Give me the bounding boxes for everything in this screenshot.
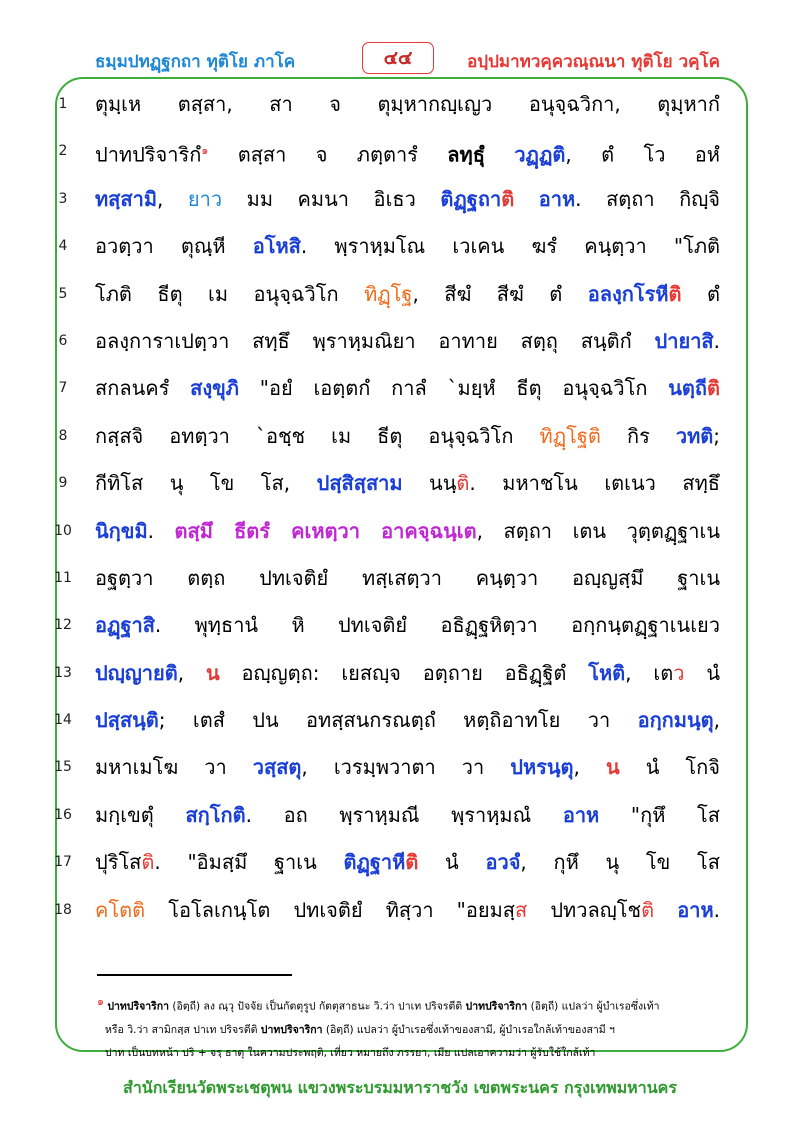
text-segment: ตํ (681, 281, 720, 306)
text-line (0, 224, 800, 271)
text-segment: , (713, 708, 720, 733)
text-line (0, 840, 800, 887)
text-segment: . สตฺถา กิญฺจิ (575, 186, 721, 211)
page-number: ๔๔ (362, 42, 434, 74)
highlighted-word: วทติ (675, 423, 714, 448)
highlighted-word: ปาทปริจาริกา (465, 1000, 528, 1013)
highlighted-word: ทิฏฺโฐ (364, 281, 413, 306)
text-segment: มม คมนา อิเธว (222, 186, 441, 211)
highlighted-word: อาห (538, 186, 576, 211)
highlighted-word: นิกฺขมิ (95, 518, 148, 543)
text-segment: อฐตฺวา ตตฺถ ปทเจติยํ ทสฺเสตฺวา คนฺตฺวา อญฺญสฺมึ ฐาเน (95, 565, 720, 590)
text-segment: . "อิมสฺมึ ฐาเน (154, 850, 344, 875)
line-text (95, 278, 720, 310)
text-segment: นํ (418, 850, 486, 875)
line-number: 2 (58, 143, 68, 160)
line-text (95, 467, 720, 499)
text-line (0, 414, 800, 461)
text-segment: กสฺสจิ อทตฺวา `อชฺช เม ธีตุ อนุจฺฉวิโก (95, 423, 540, 448)
text-segment (514, 187, 539, 211)
line-number: 11 (54, 569, 72, 586)
footnote-line (97, 990, 737, 1019)
line-number: 12 (54, 617, 72, 634)
text-segment: , ตํ โว อหํ (565, 143, 720, 168)
text-segment (485, 143, 514, 167)
line-text (95, 325, 720, 357)
highlighted-word: ปหรนฺตุ (510, 755, 574, 780)
line-text (95, 609, 720, 641)
text-segment: , เต (625, 660, 674, 685)
text-segment: โภติ ธีตุ เม อนุจฺฉวิโก (95, 281, 365, 306)
line-text (95, 135, 720, 171)
text-line (0, 509, 800, 556)
text-segment (654, 898, 677, 922)
text-segment: , สีฆํ สีฆํ ตํ (412, 281, 588, 306)
line-number: 16 (54, 806, 72, 823)
highlighted-word: นตฺถี (668, 376, 707, 401)
text-segment: นํ โกจิ (619, 755, 720, 780)
highlighted-word: สงฺขุภิ (190, 376, 239, 401)
text-segment: "กุหึ โส (599, 802, 720, 827)
highlighted-word: อฏฺฐาสิ (95, 613, 155, 638)
page-header (0, 40, 800, 80)
text-segment: นํ (684, 660, 721, 685)
line-text (95, 751, 720, 783)
text-segment: , (157, 186, 188, 211)
line-number: 8 (58, 427, 68, 444)
line-text (95, 420, 720, 452)
line-text (95, 657, 720, 689)
text-segment: , (573, 755, 606, 780)
text-line (0, 272, 800, 319)
line-text (95, 88, 720, 120)
text-segment: อลงฺการาเปตฺวา สทฺธึ พฺราหฺมณิยา อาทาย สตฺถุ สนฺติกํ (95, 328, 655, 353)
highlighted-word: ติ (405, 850, 419, 875)
highlighted-word: ปายาสิ (654, 328, 714, 353)
line-text (95, 894, 720, 926)
highlighted-word: ว (673, 660, 685, 685)
highlighted-word: ปญฺญายติ (95, 660, 178, 685)
highlighted-word: ทสฺสามิ (95, 186, 158, 211)
page-footer: สำนักเรียนวัดพระเชตุพน แขวงพระบรมมหาราชวัง เขตพระนคร กรุงเทพมหานคร (123, 1078, 677, 1097)
text-line (0, 177, 800, 224)
line-number: 7 (58, 380, 68, 397)
line-number: 14 (54, 712, 72, 729)
text-segment: อญฺญตฺถ: เยสญฺจ อตฺถาย อธิฏฺฐิตํ (219, 660, 589, 685)
text-body (0, 82, 800, 935)
highlighted-word: อาห (562, 802, 600, 827)
highlighted-word: คโต (95, 897, 133, 922)
line-number: 6 (58, 332, 68, 349)
text-segment: . (713, 328, 720, 353)
highlighted-word: อาห (677, 897, 714, 922)
text-segment: . (713, 897, 720, 922)
text-segment: อวตฺวา ตุณฺหี (95, 234, 253, 259)
highlighted-word: ยาว (187, 186, 223, 211)
line-number: 15 (54, 759, 72, 776)
footnote-marker: ๑ (201, 144, 209, 158)
highlighted-word: ปสฺสิสฺสาม (316, 471, 403, 496)
text-segment: สกลนครํ (95, 376, 191, 401)
highlighted-word: ติ (668, 281, 682, 306)
text-segment: ปาท เป็นบทหน้า ปริ + จรฺ ธาตุ ในความประพฤติ, เที่ยว หมายถึง ภรรยา, เมีย แปลเอาความว่า ผู้รับใช้ใกล้เท้า (105, 1046, 596, 1059)
highlighted-word: ตสฺมึ ธีตรํ คเหตฺวา อาคจฺฉนฺเต (174, 518, 477, 543)
highlighted-word: วฏฺฏติ (514, 143, 566, 168)
text-segment: (อิตฺถี) ลง ณฺวุ ปัจจัย เป็นกัตตุรูป กัตตุสาธนะ วิ.ว่า ปาเท ปริจรตีติ (169, 1000, 466, 1013)
line-text (95, 704, 720, 736)
highlighted-word: ติ (706, 376, 720, 401)
text-segment: ; เตสํ ปน อทสฺสนกรณตฺถํ หตฺถิอาทโย วา (158, 708, 638, 733)
highlighted-word: อกฺกมนฺตุ (637, 708, 714, 733)
highlighted-word: ปาทปริจาริกา (107, 1000, 170, 1013)
text-segment: (อิตฺถี) แปลว่า ผู้บำเรอซึ่งเท้าของสามี, ผู้บำเรอใกล้เท้าของสามี ฯ (322, 1023, 615, 1036)
highlighted-word: ติ (641, 897, 655, 922)
highlighted-word: ติ (141, 850, 155, 875)
text-segment: หรือ วิ.ว่า สามิกสฺส ปาเท ปริจรตีติ (105, 1023, 261, 1036)
line-text (95, 799, 720, 831)
highlighted-word: ติ (456, 471, 470, 496)
book-title: ธมฺมปทฏฺฐกถา ทุติโย ภาโค (95, 52, 296, 72)
text-line (0, 366, 800, 413)
line-text (95, 562, 720, 594)
footnote (97, 990, 737, 1065)
text-line (0, 556, 800, 603)
highlighted-word: วสฺสตุ (252, 755, 302, 780)
text-segment: ; (713, 423, 720, 448)
text-segment: ปาทปริจาริกํ (95, 143, 202, 168)
highlighted-word: ส (515, 897, 528, 922)
text-segment: , (177, 660, 206, 685)
text-segment: . มหาชโน เตเนว สทฺธึ (469, 471, 720, 496)
line-number: 3 (58, 190, 68, 207)
highlighted-word: ติ (132, 897, 146, 922)
highlighted-word: น (605, 755, 620, 780)
text-line (0, 888, 800, 935)
text-segment: กีทิโส นุ โข โส, (95, 471, 317, 496)
text-line (0, 793, 800, 840)
text-segment: , สตฺถา เตน วุตฺตฏฺฐาเน (476, 518, 721, 543)
footnote-line (97, 1042, 737, 1065)
highlighted-word: อโหสิ (252, 234, 301, 259)
text-segment: ตสฺสา จ ภตฺตารํ (208, 143, 448, 168)
highlighted-word: น (205, 660, 220, 685)
highlighted-word: ปาทปริจาริกา (260, 1023, 323, 1036)
line-number: 4 (58, 238, 68, 255)
highlighted-word: ปสฺสนฺติ (95, 708, 159, 733)
chapter-title: อปฺปมาทวคฺควณฺณนา ทุติโย วคฺโค (467, 52, 720, 72)
highlighted-word: อวจํ (485, 850, 521, 875)
text-segment: . พฺราหฺมโณ เวเคน ฆรํ คนฺตฺวา "โภติ (300, 234, 720, 259)
text-line (0, 603, 800, 650)
line-number: 18 (54, 901, 72, 918)
text-segment: , เวรมฺพวาตา วา (301, 755, 511, 780)
highlighted-word: ติฏฺฐาหี (343, 850, 406, 875)
text-segment: . พุทฺธานํ หิ ปทเจติยํ อธิฏฺฐหิตฺวา อกฺกนฺตฏฺฐาเนเยว (154, 613, 720, 638)
text-segment: . (147, 518, 175, 543)
line-number: 5 (58, 285, 68, 302)
text-segment: มกฺเขตุํ (95, 802, 186, 827)
line-number: 17 (54, 854, 72, 871)
line-number: 1 (58, 96, 68, 112)
text-segment: "อยํ เอตฺตกํ กาลํ `มยฺหํ ธีตุ อนุจฺฉวิโก (238, 376, 669, 401)
text-line (0, 651, 800, 698)
text-segment: โอโลเกนฺโต ปทเจติยํ ทิสฺวา "อยมสฺ (145, 897, 516, 922)
highlighted-word: ทิฏฺโฐติ (539, 423, 601, 448)
footnote-marker: ๑ (97, 995, 104, 1008)
highlighted-word: อลงฺกโรหี (587, 281, 669, 306)
text-segment: (อิตฺถี) แปลว่า ผู้บำเรอซึ่งเท้า (527, 1000, 660, 1013)
line-text (95, 183, 720, 215)
text-segment: นนฺ (402, 471, 457, 496)
line-text (95, 372, 720, 404)
line-text (95, 230, 720, 262)
text-line (0, 745, 800, 792)
text-line (0, 129, 800, 176)
highlighted-word: ลทฺธุํ (447, 143, 485, 168)
text-line (0, 82, 800, 129)
text-segment: , กุหึ นุ โข โส (520, 850, 720, 875)
line-text (95, 846, 720, 878)
line-number: 13 (54, 664, 72, 681)
text-segment: ตุมฺเห ตสฺสา, สา จ ตุมฺหากญฺเญว อนุจฺฉวิกา, ตุมฺหากํ (95, 92, 720, 116)
line-number: 9 (58, 475, 68, 492)
highlighted-word: ติ (501, 186, 515, 211)
text-line (0, 698, 800, 745)
text-segment: กิร (600, 423, 676, 448)
footnote-line (97, 1019, 737, 1042)
text-segment: มหาเมโฆ วา (95, 755, 253, 780)
text-segment: ปุริโส (95, 850, 142, 875)
text-segment: ปทวลญฺโช (527, 897, 642, 922)
highlighted-word: โหติ (588, 660, 626, 685)
text-segment: . อถ พฺราหฺมณี พฺราหฺมณํ (245, 802, 563, 827)
highlighted-word: สกฺโกติ (185, 802, 246, 827)
highlighted-word: ติฏฺฐถา (440, 186, 502, 211)
line-text (95, 515, 720, 547)
text-line (0, 319, 800, 366)
text-line (0, 461, 800, 508)
line-number: 10 (54, 522, 72, 539)
footnote-divider (97, 974, 292, 976)
